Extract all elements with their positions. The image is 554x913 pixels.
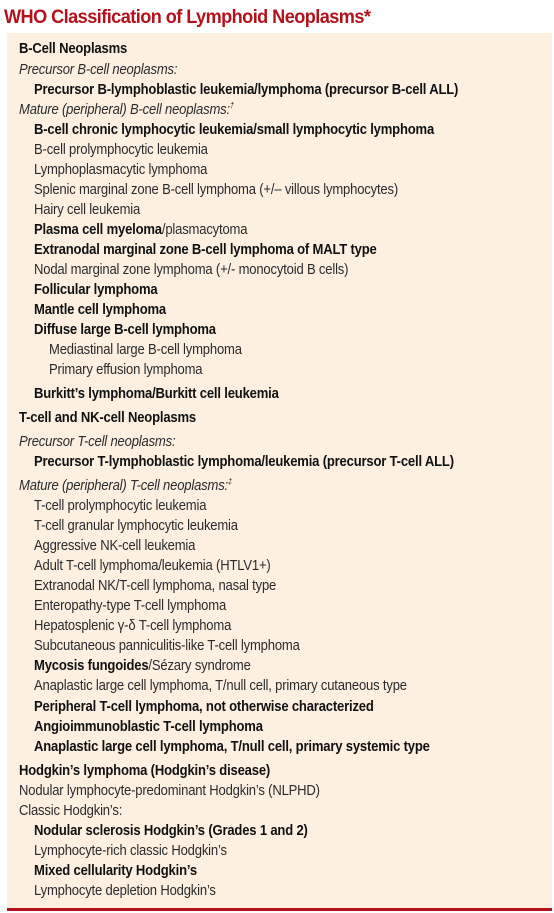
list-item-precursor-b-all <box>34 80 458 100</box>
ptcl-nos-text: Peripheral T-cell lymphoma, not otherwise characterized <box>34 699 374 715</box>
list-item-malt <box>34 240 377 260</box>
list-item-ptcl-nos <box>34 697 374 717</box>
list-item-mixed-cellularity <box>34 861 197 881</box>
alcl-systemic-text: Anaplastic large cell lymphoma, T/null cell, primary systemic type <box>34 739 430 755</box>
list-item-hodgkin-heading <box>19 761 270 781</box>
list-item-extranodal-nk <box>34 576 276 596</box>
list-item-mantle <box>34 300 166 320</box>
alcl-cutaneous-text: Anaplastic large cell lymphoma, T/null cell, primary cutaneous type <box>34 678 407 694</box>
b-cll-text: B-cell chronic lymphocytic leukemia/small lymphocytic lymphoma <box>34 122 435 138</box>
nodal-mz-text: Nodal marginal zone lymphoma (+/- monocytoid B cells) <box>34 262 349 278</box>
list-item-b-cell-heading <box>19 39 127 59</box>
list-item-subcutaneous <box>34 636 300 656</box>
list-item-mediastinal <box>49 340 242 360</box>
list-item-lymphoplasmacytic <box>34 160 207 180</box>
dlbcl-text: Diffuse large B-cell lymphoma <box>34 322 216 338</box>
list-item-lymphocyte-rich <box>34 841 227 861</box>
classification-panel <box>7 33 552 911</box>
list-item-follicular <box>34 280 157 300</box>
t-pll-text: T-cell prolymphocytic leukemia <box>34 498 207 514</box>
list-item-nodal-mz <box>34 260 348 280</box>
primary-effusion-text: Primary effusion lymphoma <box>49 362 203 378</box>
list-item-atll <box>34 556 271 576</box>
list-item-mature-t-label <box>19 476 232 496</box>
aggressive-nk-text: Aggressive NK-cell leukemia <box>34 538 196 554</box>
atll-text: Adult T-cell lymphoma/leukemia (HTLV1+) <box>34 558 271 574</box>
lymphocyte-depletion-text: Lymphocyte depletion Hodgkin’s <box>34 883 216 899</box>
lymphocyte-rich-text: Lymphocyte-rich classic Hodgkin’s <box>34 843 227 859</box>
classic-hodgkin-text: Classic Hodgkin’s: <box>19 803 123 819</box>
table-title: WHO Classification of Lymphoid Neoplasms* <box>4 6 371 28</box>
aitl-text: Angioimmunoblastic T-cell lymphoma <box>34 719 263 735</box>
list-item-precursor-t-all <box>34 452 454 472</box>
list-item-precursor-t-label <box>19 432 175 452</box>
nlphd-text: Nodular lymphocyte-predominant Hodgkin’s (NLPHD) <box>19 783 320 799</box>
nodular-sclerosis-text: Nodular sclerosis Hodgkin’s (Grades 1 and 2) <box>34 823 308 839</box>
list-item-plasma-cell <box>34 220 247 240</box>
t-lgl-text: T-cell granular lymphocytic leukemia <box>34 518 238 534</box>
mantle-text: Mantle cell lymphoma <box>34 302 167 318</box>
list-item-enteropathy <box>34 596 226 616</box>
list-item-aitl <box>34 717 263 737</box>
precursor-b-label-text: Precursor B-cell neoplasms: <box>19 62 178 78</box>
list-item-mycosis <box>34 656 251 676</box>
plasma-cell-text: Plasma cell myeloma <box>34 222 162 238</box>
splenic-mz-text: Splenic marginal zone B-cell lymphoma (+/– villous lymphocytes) <box>34 182 399 198</box>
list-item-primary-effusion <box>49 360 202 380</box>
b-cell-heading-text: B-Cell Neoplasms <box>19 41 128 57</box>
list-item-aggressive-nk <box>34 536 195 556</box>
list-item-precursor-b-label <box>19 60 177 80</box>
enteropathy-text: Enteropathy-type T-cell lymphoma <box>34 598 227 614</box>
list-item-burkitt <box>34 384 279 404</box>
list-item-t-lgl <box>34 516 238 536</box>
mature-t-label-text: Mature (peripheral) T-cell neoplasms: <box>19 478 228 494</box>
mycosis-text: Mycosis fungoides <box>34 658 149 674</box>
mature-b-label-text: Mature (peripheral) B-cell neoplasms: <box>19 102 230 118</box>
list-item-alcl-systemic <box>34 737 430 757</box>
follicular-text: Follicular lymphoma <box>34 282 158 298</box>
lymphoplasmacytic-text: Lymphoplasmacytic lymphoma <box>34 162 208 178</box>
list-item-hairy-cell <box>34 200 140 220</box>
list-item-dlbcl <box>34 320 216 340</box>
list-item-hepatosplenic <box>34 616 231 636</box>
malt-text: Extranodal marginal zone B-cell lymphoma of MALT type <box>34 242 377 258</box>
list-item-mature-b-label <box>19 100 234 120</box>
list-item-b-cll <box>34 120 434 140</box>
extranodal-nk-text: Extranodal NK/T-cell lymphoma, nasal type <box>34 578 277 594</box>
mature-t-label-footnote-mark: ‡ <box>227 477 232 487</box>
mycosis-suffix: /Sézary syndrome <box>148 658 251 674</box>
list-item-splenic-mz <box>34 180 398 200</box>
mediastinal-text: Mediastinal large B-cell lymphoma <box>49 342 242 358</box>
list-item-alcl-cutaneous <box>34 676 407 696</box>
list-item-t-nk-heading <box>19 408 196 428</box>
mixed-cellularity-text: Mixed cellularity Hodgkin’s <box>34 863 197 879</box>
hairy-cell-text: Hairy cell leukemia <box>34 202 141 218</box>
mature-b-label-footnote-mark: † <box>229 101 234 111</box>
burkitt-text: Burkitt’s lymphoma/Burkitt cell leukemia <box>34 386 279 402</box>
plasma-cell-suffix: /plasmacytoma <box>161 222 248 238</box>
hodgkin-heading-text: Hodgkin’s lymphoma (Hodgkin’s disease) <box>19 763 271 779</box>
list-item-lymphocyte-depletion <box>34 881 216 901</box>
list-item-nodular-sclerosis <box>34 821 308 841</box>
list-item-nlphd <box>19 781 320 801</box>
list-item-b-pll <box>34 140 208 160</box>
list-item-t-pll <box>34 496 206 516</box>
list-item-classic-hodgkin <box>19 801 122 821</box>
b-pll-text: B-cell prolymphocytic leukemia <box>34 142 208 158</box>
t-nk-heading-text: T-cell and NK-cell Neoplasms <box>19 410 197 426</box>
hepatosplenic-text: Hepatosplenic γ-δ T-cell lymphoma <box>34 618 232 634</box>
precursor-t-label-text: Precursor T-cell neoplasms: <box>19 434 176 450</box>
subcutaneous-text: Subcutaneous panniculitis-like T-cell lymphoma <box>34 638 300 654</box>
precursor-t-all-text: Precursor T-lymphoblastic lymphoma/leukemia (precursor T-cell ALL) <box>34 454 454 470</box>
precursor-b-all-text: Precursor B-lymphoblastic leukemia/lymphoma (precursor B-cell ALL) <box>34 82 459 98</box>
